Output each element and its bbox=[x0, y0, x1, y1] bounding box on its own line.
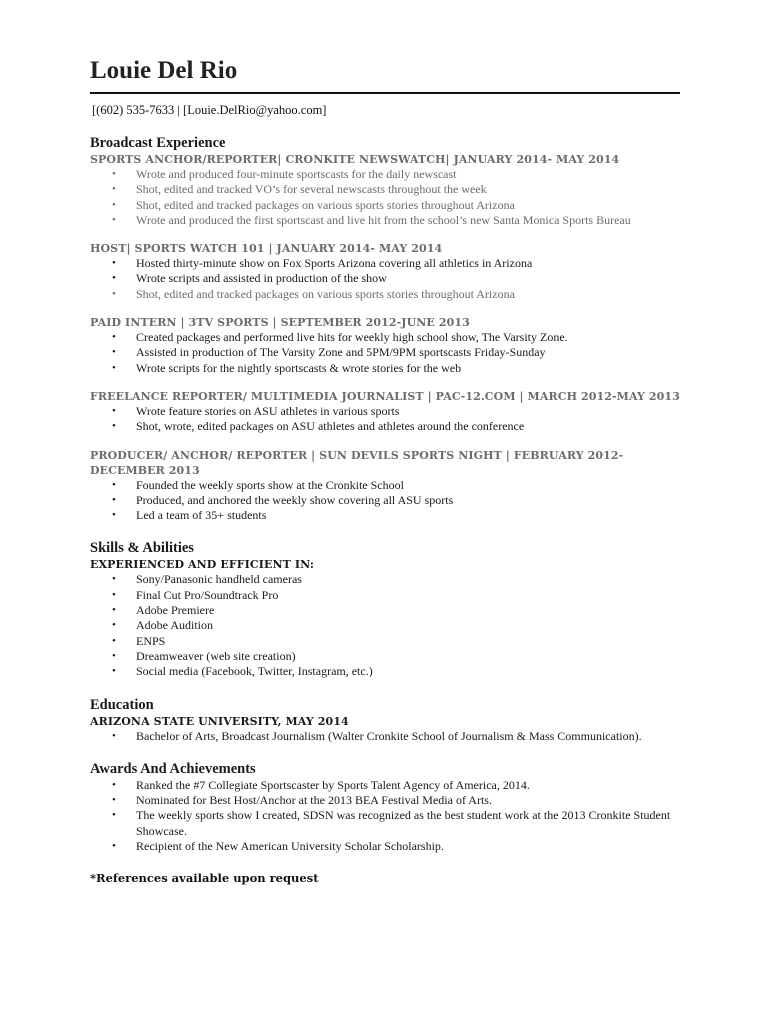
skills-list bbox=[90, 572, 680, 679]
skills-subheading: EXPERIENCED AND EFFICIENT IN: bbox=[90, 558, 315, 572]
list-item: • Ranked the #7 Collegiate Sportscaster by Sports Talent Agency of America, 2014. bbox=[136, 778, 680, 793]
candidate-name: Louie Del Rio bbox=[90, 57, 238, 84]
job-bullets bbox=[90, 478, 680, 524]
awards-section bbox=[90, 761, 680, 854]
list-item: • Nominated for Best Host/Anchor at the 2013 BEA Festival Media of Arts. bbox=[136, 793, 680, 808]
broadcast-experience-section bbox=[90, 135, 680, 523]
list-item: • Shot, edited and tracked VO’s for several newscasts throughout the week bbox=[136, 182, 680, 197]
job-entry bbox=[90, 241, 680, 302]
list-item: • Shot, wrote, edited packages on ASU athletes and athletes around the conference bbox=[136, 419, 680, 434]
job-entry bbox=[90, 389, 680, 435]
list-item: • Hosted thirty-minute show on Fox Sports Arizona covering all athletics in Arizona bbox=[136, 256, 680, 271]
education-section bbox=[90, 697, 680, 744]
list-item: • Wrote feature stories on ASU athletes in various sports bbox=[136, 404, 680, 419]
list-item: • Final Cut Pro/Soundtrack Pro bbox=[136, 588, 680, 603]
list-item: • Shot, edited and tracked packages on various sports stories throughout Arizona bbox=[136, 287, 680, 302]
list-item: • Adobe Premiere bbox=[136, 603, 680, 618]
job-bullets bbox=[90, 167, 680, 228]
list-item: • Social media (Facebook, Twitter, Instagram, etc.) bbox=[136, 664, 680, 679]
list-item: • Sony/Panasonic handheld cameras bbox=[136, 572, 680, 587]
education-subheading: ARIZONA STATE UNIVERSITY, MAY 2014 bbox=[90, 714, 349, 728]
list-item: • Founded the weekly sports show at the Cronkite School bbox=[136, 478, 680, 493]
list-item: • Wrote scripts for the nightly sportscasts & wrote stories for the web bbox=[136, 361, 680, 376]
list-item: • Assisted in production of The Varsity Zone and 5PM/9PM sportscasts Friday-Sunday bbox=[136, 345, 680, 360]
list-item: • Produced, and anchored the weekly show covering all ASU sports bbox=[136, 493, 680, 508]
job-heading: SPORTS ANCHOR/REPORTER| CRONKITE NEWSWATCH| JANUARY 2014- MAY 2014 bbox=[90, 153, 620, 166]
job-heading: HOST| SPORTS WATCH 101 | JANUARY 2014- MAY 2014 bbox=[90, 242, 443, 256]
list-item: • Created packages and performed live hits for weekly high school show, The Varsity Zone. bbox=[136, 330, 680, 345]
section-title-broadcast: Broadcast Experience bbox=[90, 135, 226, 151]
list-item: • Wrote and produced four-minute sportscasts for the daily newscast bbox=[136, 167, 680, 182]
list-item: • Recipient of the New American University Scholar Scholarship. bbox=[136, 839, 680, 854]
list-item: • Wrote scripts and assisted in production of the show bbox=[136, 271, 680, 286]
job-heading: FREELANCE REPORTER/ MULTIMEDIA JOURNALIST | PAC-12.COM | MARCH 2012-MAY 2013 bbox=[90, 389, 680, 403]
section-title-awards: Awards And Achievements bbox=[90, 760, 256, 777]
job-entry bbox=[90, 152, 680, 228]
list-item: • Bachelor of Arts, Broadcast Journalism (Walter Cronkite School of Journalism & Mass Communication). bbox=[136, 729, 680, 744]
contact-line: [(602) 535-7633 | [Louie.DelRio@yahoo.com] bbox=[92, 103, 327, 117]
job-bullets bbox=[90, 330, 680, 376]
job-bullets bbox=[90, 404, 680, 435]
job-entry bbox=[90, 448, 680, 524]
awards-list bbox=[90, 778, 680, 854]
section-title-education: Education bbox=[90, 696, 154, 713]
list-item: • Led a team of 35+ students bbox=[136, 508, 680, 523]
list-item: • Adobe Audition bbox=[136, 618, 680, 633]
job-heading: PRODUCER/ ANCHOR/ REPORTER | SUN DEVILS SPORTS NIGHT | FEBRUARY 2012- DECEMBER 2013 bbox=[90, 448, 624, 477]
list-item: • ENPS bbox=[136, 634, 680, 649]
references-note: *References available upon request bbox=[90, 871, 319, 886]
section-title-skills: Skills & Abilities bbox=[90, 540, 194, 557]
job-bullets bbox=[90, 256, 680, 302]
job-heading: PAID INTERN | 3TV SPORTS | SEPTEMBER 2012-JUNE 2013 bbox=[90, 316, 470, 330]
list-item: • Shot, edited and tracked packages on various sports stories throughout Arizona bbox=[136, 198, 680, 213]
education-list bbox=[90, 729, 680, 744]
list-item: • Wrote and produced the first sportscast and live hit from the school’s new Santa Monica Sports Bureau bbox=[136, 213, 680, 228]
job-entry bbox=[90, 315, 680, 376]
list-item: • Dreamweaver (web site creation) bbox=[136, 649, 680, 664]
skills-section bbox=[90, 540, 680, 679]
header-divider bbox=[90, 92, 680, 94]
list-item: • The weekly sports show I created, SDSN was recognized as the best student work at the 2013 Cronkite Student Showcase. bbox=[136, 808, 680, 839]
